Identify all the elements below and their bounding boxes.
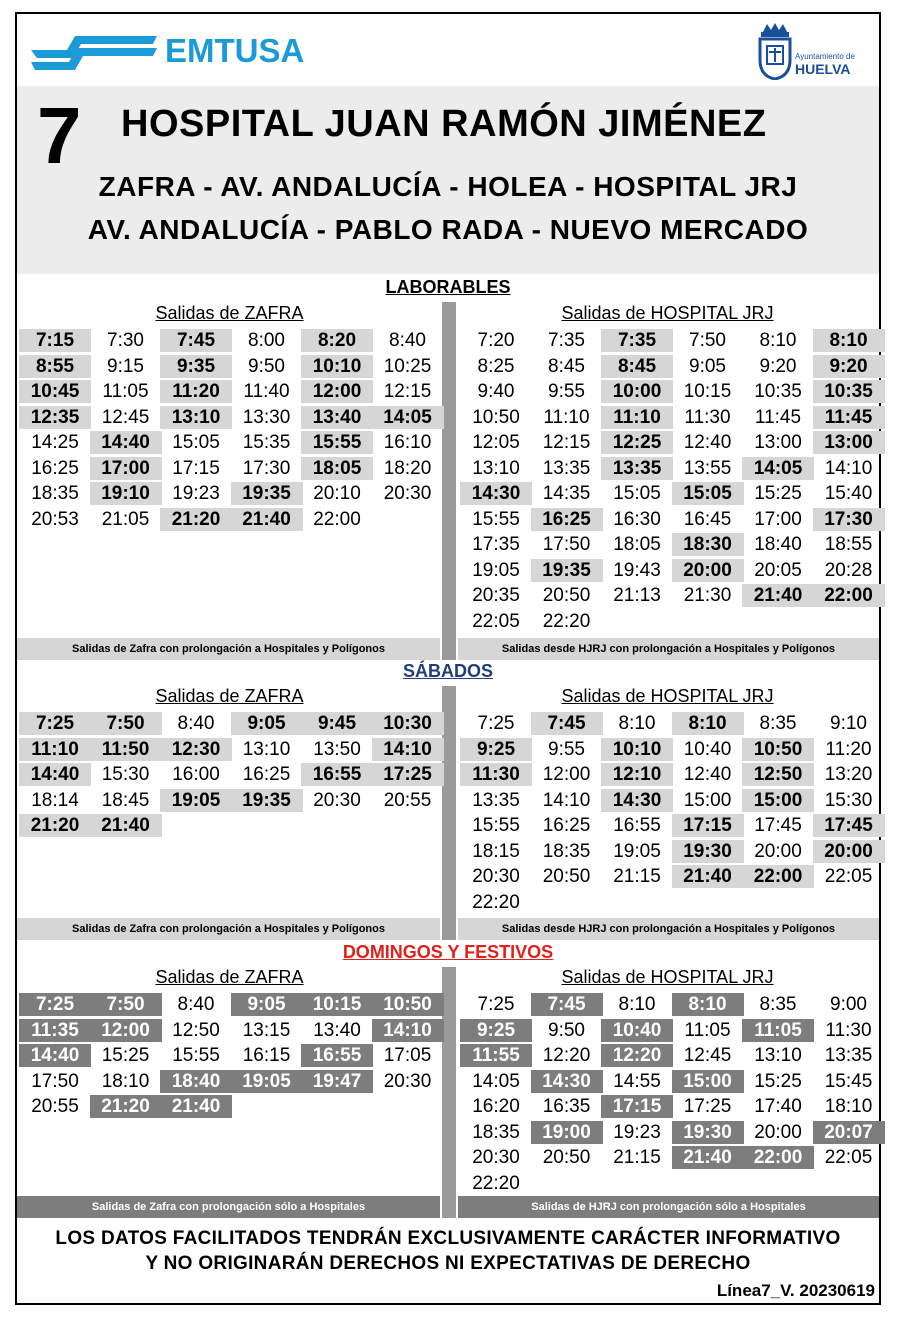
left-departure-time: 19:35 (231, 482, 303, 505)
right-departure-time: 7:20 (477, 330, 515, 351)
right-footnote: Salidas de HJRJ con prolongación sólo a Hospitales (458, 1196, 879, 1218)
left-departure-time: 13:15 (242, 1019, 291, 1041)
right-departure-time: 20:50 (542, 1147, 591, 1168)
right-departure-time: 10:15 (683, 381, 732, 402)
title-box (17, 86, 879, 274)
left-departure-time: 14:25 (31, 432, 79, 453)
right-departure-time: 8:10 (672, 712, 744, 735)
left-departure-time: 7:30 (107, 330, 144, 351)
left-departure-time: 20:53 (31, 508, 79, 530)
left-departure-time: 9:15 (107, 355, 144, 377)
left-departure-time: 10:25 (383, 355, 432, 377)
right-departure-time: 10:10 (601, 738, 673, 761)
right-departure-time: 17:45 (754, 815, 802, 836)
left-departure-time: 19:05 (160, 789, 232, 812)
right-departure-time: 9:20 (813, 355, 885, 378)
right-departure-time: 15:00 (683, 789, 732, 811)
left-departure-time: 9:50 (248, 355, 285, 377)
right-departure-time: 11:10 (601, 406, 673, 429)
right-departure-time: 9:25 (460, 738, 532, 761)
route-description-1: ZAFRA - AV. ANDALUCÍA - HOLEA - HOSPITAL JRJ (98, 171, 798, 202)
left-departure-time: 16:25 (242, 764, 291, 785)
right-departure-time: 8:35 (759, 994, 797, 1015)
right-departure-time: 15:45 (824, 1070, 873, 1092)
right-departure-time: 7:45 (531, 712, 603, 735)
right-departure-time: 10:35 (813, 380, 885, 403)
right-departure-time: 21:40 (672, 1146, 744, 1169)
right-departure-time: 20:35 (472, 585, 520, 606)
left-footnote: Salidas de Zafra con prolongación a Hospitales y Polígonos (17, 638, 440, 660)
right-departure-time: 15:30 (824, 789, 873, 811)
left-departure-time: 14:05 (372, 406, 444, 429)
left-departure-time: 7:50 (90, 993, 162, 1016)
right-departure-time: 12:20 (542, 1045, 591, 1066)
right-departure-time: 10:35 (754, 381, 802, 402)
left-departure-time: 9:05 (231, 712, 303, 735)
left-departure-time: 8:20 (301, 329, 373, 352)
right-departure-time: 22:20 (472, 891, 520, 913)
version-label: Línea7_V. 20230619 (716, 1281, 875, 1300)
right-departure-time: 7:45 (531, 993, 603, 1016)
left-departure-time: 15:35 (242, 432, 291, 453)
left-departure-time: 21:20 (90, 1095, 162, 1118)
right-departure-time: 12:00 (542, 764, 591, 785)
right-departure-time: 22:05 (824, 866, 873, 887)
right-departure-time: 14:10 (824, 457, 873, 479)
right-departure-time: 17:35 (472, 534, 520, 555)
right-departure-time: 14:55 (613, 1070, 661, 1092)
right-departure-time: 11:10 (543, 406, 590, 428)
left-departure-time: 9:45 (301, 712, 373, 735)
right-departure-time: 22:20 (542, 610, 591, 632)
right-departure-time: 18:30 (672, 533, 744, 556)
right-departure-time: 7:35 (548, 330, 585, 351)
right-departure-time: 13:55 (683, 457, 732, 479)
right-departure-time: 13:10 (472, 457, 520, 479)
emtusa-logo-icon (29, 28, 159, 74)
right-departure-time: 10:40 (601, 1019, 673, 1042)
right-departure-time: 21:15 (613, 1147, 661, 1168)
right-departure-time: 11:05 (684, 1019, 731, 1041)
right-departure-time: 16:20 (472, 1096, 520, 1117)
left-departure-time: 14:40 (19, 1044, 91, 1067)
left-departure-time: 8:00 (248, 330, 285, 351)
right-departure-time: 13:10 (754, 1045, 802, 1066)
left-footnote: Salidas de Zafra con prolongación sólo a Hospitales (17, 1196, 440, 1218)
right-column-title: Salidas de HOSPITAL JRJ (561, 686, 774, 706)
right-departure-time: 9:00 (830, 994, 867, 1015)
section-title: LABORABLES (385, 277, 511, 297)
left-departure-time: 7:50 (90, 712, 162, 735)
right-departure-time: 9:50 (548, 1019, 585, 1041)
right-departure-time: 9:10 (830, 713, 867, 734)
right-departure-time: 14:05 (742, 457, 814, 480)
left-departure-time: 9:35 (160, 355, 232, 378)
right-departure-time: 20:30 (472, 866, 520, 887)
right-departure-time: 18:35 (542, 840, 591, 862)
left-departure-time: 8:40 (389, 330, 426, 351)
coat-of-arms-icon (757, 22, 793, 80)
right-departure-time: 17:30 (813, 508, 885, 531)
left-departure-time: 19:05 (231, 1070, 303, 1093)
right-departure-time: 21:40 (672, 865, 744, 888)
brand-name: EMTUSA (165, 32, 305, 69)
right-departure-time: 13:00 (813, 431, 885, 454)
left-departure-time: 12:00 (90, 1019, 162, 1042)
right-departure-time: 9:25 (460, 1019, 532, 1042)
right-departure-time: 15:55 (472, 508, 520, 530)
disclaimer-line-1: LOS DATOS FACILITADOS TENDRÁN EXCLUSIVAMENTE CARÁCTER INFORMATIVO (55, 1228, 841, 1249)
left-departure-time: 17:25 (372, 763, 444, 786)
left-departure-time: 21:40 (90, 814, 162, 837)
left-departure-time: 11:50 (90, 738, 162, 761)
city-label-small: Ayuntamiento de (795, 52, 855, 61)
left-departure-time: 16:55 (301, 1044, 373, 1067)
left-departure-time: 10:50 (372, 993, 444, 1016)
right-departure-time: 22:00 (742, 1146, 814, 1169)
left-departure-time: 15:25 (101, 1045, 150, 1066)
right-departure-time: 19:00 (531, 1121, 603, 1144)
left-departure-time: 12:50 (172, 1019, 220, 1041)
left-departure-time: 11:35 (19, 1019, 91, 1042)
right-departure-time: 8:10 (672, 993, 744, 1016)
right-departure-time: 22:00 (742, 865, 814, 888)
left-departure-time: 18:20 (383, 457, 432, 479)
right-departure-time: 13:35 (824, 1045, 873, 1066)
left-departure-time: 10:15 (301, 993, 373, 1016)
right-departure-time: 18:15 (472, 840, 520, 862)
right-departure-time: 12:25 (601, 431, 673, 454)
right-departure-time: 22:20 (472, 1172, 520, 1194)
left-departure-time: 17:00 (90, 457, 162, 480)
right-departure-time: 17:25 (683, 1096, 732, 1117)
right-departure-time: 19:43 (613, 559, 661, 581)
right-departure-time: 13:35 (542, 457, 591, 479)
right-departure-time: 11:45 (813, 406, 885, 429)
right-departure-time: 7:35 (601, 329, 673, 352)
header (17, 14, 879, 86)
right-departure-time: 8:35 (759, 713, 797, 734)
right-departure-time: 21:30 (683, 585, 732, 606)
left-departure-time: 20:30 (313, 789, 361, 811)
left-column-title: Salidas de ZAFRA (155, 967, 304, 987)
left-departure-time: 18:10 (101, 1070, 150, 1092)
right-departure-time: 20:50 (542, 866, 591, 887)
right-departure-time: 22:00 (813, 584, 885, 607)
right-departure-time: 19:23 (613, 1121, 661, 1143)
left-departure-time: 18:45 (101, 789, 150, 811)
right-departure-time: 15:05 (672, 482, 744, 505)
right-departure-time: 12:40 (683, 764, 732, 785)
left-departure-time: 14:40 (90, 431, 162, 454)
right-departure-time: 17:15 (601, 1095, 673, 1118)
right-departure-time: 10:40 (683, 738, 732, 760)
right-departure-time: 20:07 (813, 1121, 885, 1144)
left-departure-time: 16:55 (301, 763, 373, 786)
section-title: SÁBADOS (402, 661, 493, 681)
right-departure-time: 17:40 (754, 1096, 802, 1117)
left-departure-time: 7:15 (19, 329, 91, 352)
right-departure-time: 12:10 (601, 763, 673, 786)
right-column-title: Salidas de HOSPITAL JRJ (561, 303, 774, 323)
left-departure-time: 20:30 (383, 1070, 432, 1092)
right-departure-time: 20:30 (472, 1147, 520, 1168)
line-title: HOSPITAL JUAN RAMÓN JIMÉNEZ (121, 103, 767, 145)
left-departure-time: 19:10 (90, 482, 162, 505)
right-departure-time: 20:00 (754, 1121, 802, 1143)
right-departure-time: 7:25 (477, 713, 515, 734)
right-departure-time: 12:20 (601, 1044, 673, 1067)
city-label: HUELVA (795, 61, 851, 77)
right-departure-time: 15:05 (613, 483, 661, 504)
timetable-sheet (15, 12, 881, 1305)
left-departure-time: 12:00 (301, 380, 373, 403)
left-departure-time: 12:45 (101, 406, 150, 428)
left-departure-time: 12:30 (160, 738, 232, 761)
right-departure-time: 11:20 (825, 738, 872, 760)
left-departure-time: 8:55 (19, 355, 91, 378)
left-departure-time: 13:30 (242, 406, 291, 428)
right-departure-time: 14:10 (542, 789, 591, 811)
huelva-logo (753, 18, 873, 84)
left-departure-time: 8:40 (177, 994, 215, 1015)
right-departure-time: 22:05 (824, 1147, 873, 1168)
right-departure-time: 8:10 (813, 329, 885, 352)
right-departure-time: 18:40 (754, 534, 802, 555)
right-departure-time: 18:55 (824, 534, 873, 555)
right-departure-time: 10:00 (601, 380, 673, 403)
right-departure-time: 15:25 (754, 1070, 802, 1092)
right-departure-time: 19:30 (672, 1121, 744, 1144)
left-departure-time: 21:20 (19, 814, 91, 837)
left-departure-time: 15:30 (101, 764, 150, 785)
left-departure-time: 11:20 (160, 380, 232, 403)
left-departure-time: 16:15 (242, 1045, 291, 1066)
left-departure-time: 15:05 (172, 432, 220, 453)
right-departure-time: 7:25 (477, 994, 515, 1015)
column-divider (442, 686, 456, 940)
right-departure-time: 17:50 (542, 534, 591, 555)
right-departure-time: 12:05 (472, 432, 520, 453)
right-departure-time: 8:10 (618, 713, 656, 734)
left-departure-time: 21:20 (160, 508, 232, 531)
left-departure-time: 19:35 (231, 789, 303, 812)
right-departure-time: 15:55 (472, 815, 520, 836)
right-departure-time: 14:30 (601, 789, 673, 812)
right-departure-time: 21:40 (742, 584, 814, 607)
left-departure-time: 16:00 (172, 764, 220, 785)
left-departure-time: 7:25 (19, 712, 91, 735)
right-column-title: Salidas de HOSPITAL JRJ (561, 967, 774, 987)
left-departure-time: 19:23 (172, 483, 220, 504)
right-departure-time: 9:05 (689, 355, 726, 377)
disclaimer-line-2: Y NO ORIGINARÁN DERECHOS NI EXPECTATIVAS DE DERECHO (145, 1253, 751, 1274)
left-departure-time: 19:47 (301, 1070, 373, 1093)
right-departure-time: 14:35 (542, 483, 591, 504)
left-departure-time: 21:05 (101, 508, 150, 530)
left-departure-time: 12:15 (383, 381, 432, 402)
left-departure-time: 14:10 (372, 1019, 444, 1042)
left-departure-time: 13:10 (160, 406, 232, 429)
section-title: DOMINGOS Y FESTIVOS (342, 942, 554, 962)
right-departure-time: 15:25 (754, 483, 802, 504)
right-departure-time: 15:00 (672, 1070, 744, 1093)
right-departure-time: 11:45 (754, 406, 802, 428)
left-departure-time: 21:40 (160, 1095, 232, 1118)
right-departure-time: 8:45 (548, 355, 585, 377)
left-departure-time: 15:55 (172, 1045, 220, 1066)
right-departure-time: 21:15 (613, 866, 661, 887)
right-departure-time: 19:30 (672, 840, 744, 863)
right-departure-time: 14:30 (460, 482, 532, 505)
route-description-2: AV. ANDALUCÍA - PABLO RADA - NUEVO MERCADO (87, 214, 809, 245)
right-departure-time: 18:05 (613, 534, 661, 555)
left-departure-time: 21:40 (231, 508, 303, 531)
left-departure-time: 18:35 (31, 483, 79, 504)
right-departure-time: 17:45 (813, 814, 885, 837)
left-departure-time: 9:05 (231, 993, 303, 1016)
right-departure-time: 16:35 (542, 1096, 591, 1117)
right-departure-time: 8:10 (759, 330, 797, 351)
right-departure-time: 17:00 (754, 508, 802, 530)
right-departure-time: 10:50 (472, 406, 520, 428)
right-departure-time: 19:35 (531, 559, 603, 582)
left-departure-time: 18:05 (301, 457, 373, 480)
left-departure-time: 13:40 (313, 1019, 361, 1041)
left-departure-time: 13:10 (242, 738, 291, 760)
right-departure-time: 16:55 (613, 815, 661, 836)
right-departure-time: 16:30 (613, 508, 661, 530)
column-divider (442, 967, 456, 1218)
right-departure-time: 11:05 (742, 1019, 814, 1042)
right-departure-time: 8:45 (601, 355, 673, 378)
left-departure-time: 11:40 (243, 381, 290, 402)
right-departure-time: 12:50 (742, 763, 814, 786)
right-departure-time: 9:55 (548, 381, 585, 402)
left-departure-time: 11:10 (19, 738, 91, 761)
right-departure-time: 13:35 (472, 789, 520, 811)
right-departure-time: 20:00 (813, 840, 885, 863)
left-departure-time: 22:00 (313, 508, 361, 530)
right-departure-time: 17:15 (672, 814, 744, 837)
left-departure-time: 17:05 (383, 1045, 432, 1066)
left-departure-time: 14:40 (19, 763, 91, 786)
left-departure-time: 20:10 (313, 483, 361, 504)
right-departure-time: 19:05 (472, 559, 520, 581)
right-departure-time: 11:30 (684, 406, 731, 428)
left-departure-time: 13:40 (301, 406, 373, 429)
right-departure-time: 11:30 (825, 1019, 872, 1041)
left-departure-time: 11:05 (102, 381, 149, 402)
left-departure-time: 12:35 (19, 406, 91, 429)
right-departure-time: 20:50 (542, 585, 591, 606)
left-departure-time: 10:10 (301, 355, 373, 378)
left-departure-time: 13:50 (313, 738, 361, 760)
line-number: 7 (37, 91, 80, 180)
right-departure-time: 9:55 (548, 738, 585, 760)
left-departure-time: 17:15 (172, 457, 220, 479)
left-departure-time: 16:10 (383, 432, 432, 453)
right-departure-time: 11:55 (460, 1044, 532, 1067)
left-departure-time: 14:10 (372, 738, 444, 761)
right-departure-time: 12:45 (683, 1045, 732, 1066)
left-departure-time: 20:55 (31, 1096, 79, 1117)
right-departure-time: 11:30 (460, 763, 532, 786)
right-departure-time: 12:15 (542, 432, 591, 453)
right-departure-time: 20:00 (672, 559, 744, 582)
right-departure-time: 19:05 (613, 840, 661, 862)
left-departure-time: 10:30 (372, 712, 444, 735)
left-departure-time: 20:55 (383, 789, 432, 811)
right-departure-time: 13:20 (824, 764, 873, 785)
right-departure-time: 12:40 (683, 432, 732, 453)
right-departure-time: 15:40 (824, 483, 873, 504)
right-footnote: Salidas desde HJRJ con prolongación a Hospitales y Polígonos (458, 918, 879, 940)
left-column-title: Salidas de ZAFRA (155, 686, 304, 706)
left-departure-time: 8:40 (177, 713, 215, 734)
right-departure-time: 20:28 (824, 559, 873, 581)
right-departure-time: 15:00 (742, 789, 814, 812)
left-column-title: Salidas de ZAFRA (155, 303, 304, 323)
left-departure-time: 20:30 (383, 483, 432, 504)
left-departure-time: 7:25 (19, 993, 91, 1016)
right-departure-time: 8:10 (618, 994, 656, 1015)
right-departure-time: 18:35 (472, 1121, 520, 1143)
right-departure-time: 13:35 (601, 457, 673, 480)
right-departure-time: 22:05 (472, 610, 520, 632)
right-departure-time: 16:25 (542, 815, 591, 836)
left-departure-time: 18:40 (160, 1070, 232, 1093)
right-departure-time: 10:50 (742, 738, 814, 761)
right-departure-time: 9:40 (477, 381, 515, 402)
left-departure-time: 17:30 (242, 457, 291, 479)
left-departure-time: 16:25 (31, 457, 79, 479)
right-departure-time: 7:50 (689, 330, 726, 351)
left-departure-time: 17:50 (31, 1070, 79, 1092)
column-divider (442, 302, 456, 660)
right-departure-time: 9:20 (759, 355, 797, 377)
right-departure-time: 13:00 (754, 432, 802, 453)
right-departure-time: 16:45 (683, 508, 732, 530)
right-departure-time: 8:25 (477, 355, 515, 377)
left-departure-time: 15:55 (301, 431, 373, 454)
left-departure-time: 10:45 (19, 380, 91, 403)
right-departure-time: 16:25 (531, 508, 603, 531)
right-footnote: Salidas desde HJRJ con prolongación a Hospitales y Polígonos (458, 638, 879, 660)
right-departure-time: 20:05 (754, 559, 802, 581)
left-departure-time: 18:14 (31, 789, 79, 811)
right-departure-time: 20:00 (754, 840, 802, 862)
right-departure-time: 14:30 (531, 1070, 603, 1093)
right-departure-time: 21:13 (613, 585, 661, 606)
right-departure-time: 14:05 (472, 1070, 520, 1092)
left-departure-time: 7:45 (160, 329, 232, 352)
right-departure-time: 18:10 (824, 1096, 873, 1117)
left-footnote: Salidas de Zafra con prolongación a Hospitales y Polígonos (17, 918, 440, 940)
